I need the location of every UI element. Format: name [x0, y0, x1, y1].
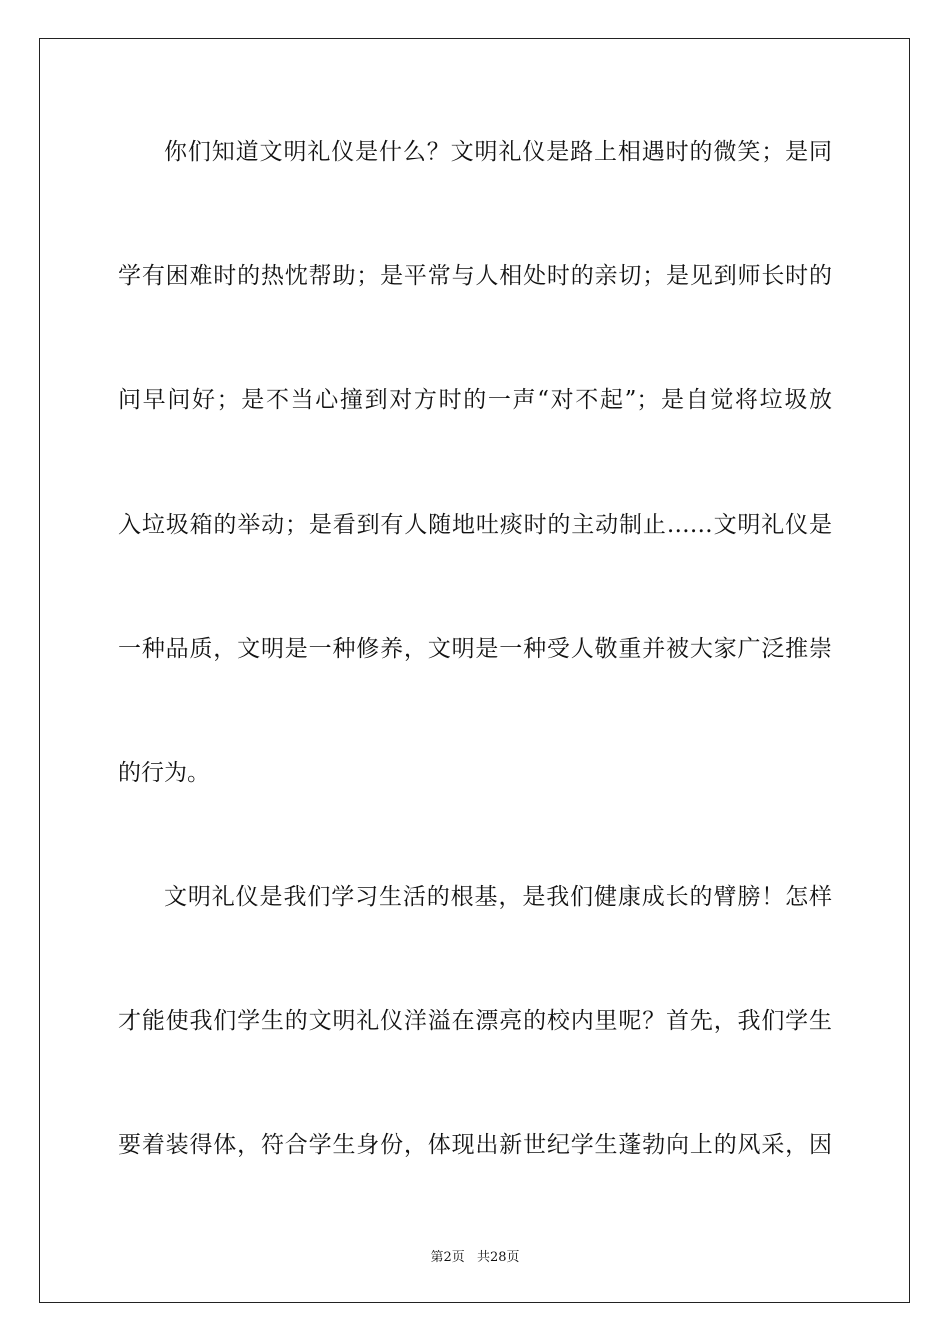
text-line: 学有困难时的热忱帮助；是平常与人相处时的亲切；是见到师长时的: [118, 263, 832, 289]
page-number: 第2页: [430, 1250, 465, 1265]
text-line: 问早问好；是不当心撞到对方时的一声“对不起”；是自觉将垃圾放: [118, 387, 832, 413]
text-line: 要着装得体，符合学生身份，体现出新世纪学生蓬勃向上的风采，因: [118, 1132, 832, 1158]
text-line: 你们知道文明礼仪是什么？文明礼仪是路上相遇时的微笑；是同: [164, 139, 832, 165]
text-line: 入垃圾箱的举动；是看到有人随地吐痰时的主动制止……文明礼仪是: [118, 512, 832, 538]
text-line: 一种品质，文明是一种修养，文明是一种受人敬重并被大家广泛推崇: [118, 636, 832, 662]
text-line: 才能使我们学生的文明礼仪洋溢在漂亮的校内里呢？首先，我们学生: [118, 1008, 832, 1034]
text-line: 文明礼仪是我们学习生活的根基，是我们健康成长的臂膀！怎样: [164, 884, 832, 910]
page-border: [39, 38, 910, 1303]
page-total: 共28页: [476, 1250, 520, 1265]
text-line: 的行为。: [118, 760, 210, 786]
page-footer: [0, 1246, 950, 1265]
